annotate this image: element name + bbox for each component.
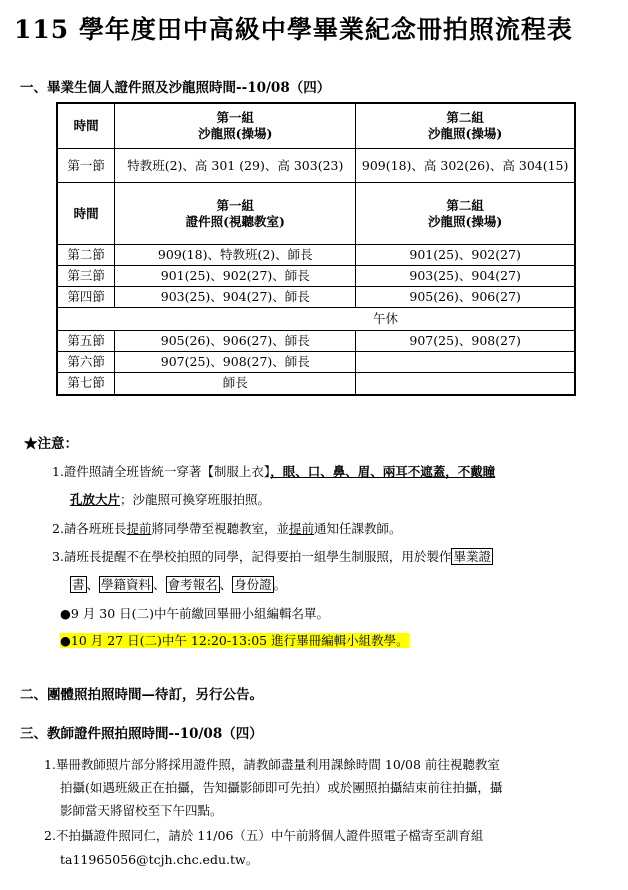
header-group2: 第二組 沙龍照(操場) xyxy=(356,103,575,149)
note-3-cont: 書 、 學籍資料 、 會考報名 、 身份證 。 xyxy=(72,577,287,592)
teacher-note-2-email: ta11965056@tcjh.chc.edu.tw。 xyxy=(60,852,259,867)
group1-cell: 特教班(2)、高 301 (29)、高 303(23) xyxy=(115,149,356,183)
table-header-row xyxy=(57,183,575,245)
group1-cell: 師長 xyxy=(115,373,356,395)
table-header-row xyxy=(57,103,575,149)
lunch-cell: 午休 xyxy=(57,308,575,331)
table-row xyxy=(57,287,575,308)
group2-cell: 907(25)、908(27) xyxy=(356,331,575,352)
note-2: 2.請各班班長提前將同學帶至視聽教室，並提前通知任課教師。 xyxy=(52,521,402,536)
lunch-row xyxy=(57,308,575,331)
group2-cell: 903(25)、904(27) xyxy=(356,266,575,287)
page-title: 115 學年度田中高級中學畢業紀念冊拍照流程表 xyxy=(14,15,573,44)
period-cell: 第五節 xyxy=(57,331,115,352)
note-3: 3.請班長提醒不在學校拍照的同學，記得要拍一組學生制服照，用於製作 畢業證 xyxy=(52,549,491,564)
section1-heading: 一、畢業生個人證件照及沙龍照時間--10/08（四） xyxy=(20,80,331,96)
period-cell: 第六節 xyxy=(57,352,115,373)
table-row xyxy=(57,245,575,266)
notes-heading: ★注意： xyxy=(24,436,78,452)
group1-cell: 907(25)、908(27)、師長 xyxy=(115,352,356,373)
period-cell: 第一節 xyxy=(57,149,115,183)
period-cell: 第二節 xyxy=(57,245,115,266)
table-row xyxy=(57,331,575,352)
group1-cell: 905(26)、906(27)、師長 xyxy=(115,331,356,352)
bullet-1: ●9 月 30 日(二)中午前繳回畢冊小組編輯名單。 xyxy=(60,606,329,621)
period-cell: 第四節 xyxy=(57,287,115,308)
table-row xyxy=(57,373,575,395)
header-group2: 第二組 沙龍照(操場) xyxy=(356,183,575,245)
group2-cell: 905(26)、906(27) xyxy=(356,287,575,308)
group1-cell: 903(25)、904(27)、師長 xyxy=(115,287,356,308)
table-row xyxy=(57,266,575,287)
group1-cell: 901(25)、902(27)、師長 xyxy=(115,266,356,287)
group1-cell: 909(18)、特教班(2)、師長 xyxy=(115,245,356,266)
header-group1: 第一組 證件照(視聽教室) xyxy=(115,183,356,245)
header-group1: 第一組 沙龍照(操場) xyxy=(115,103,356,149)
header-time: 時間 xyxy=(57,103,115,149)
note-1-cont: 孔放大片；沙龍照可換穿班服拍照。 xyxy=(70,492,271,507)
teacher-note-1: 1.畢冊教師照片部分將採用證件照，請教師盡量利用課餘時間 10/08 前往視聽教室 xyxy=(44,757,500,772)
period-cell: 第七節 xyxy=(57,373,115,395)
bullet-2: ●10 月 27 日(二)中午 12:20-13:05 進行畢冊編輯小組教學。 xyxy=(60,633,409,648)
teacher-note-1-cont: 影師當天將留校至下午四點。 xyxy=(60,803,223,818)
table-row xyxy=(57,352,575,373)
group2-cell: 909(18)、高 302(26)、高 304(15) xyxy=(356,149,575,183)
schedule-table xyxy=(56,102,576,396)
period-cell: 第三節 xyxy=(57,266,115,287)
group2-cell xyxy=(356,352,575,373)
group2-cell xyxy=(356,373,575,395)
section2-heading: 二、團體照拍照時間—待訂，另行公告。 xyxy=(20,687,263,703)
group2-cell: 901(25)、902(27) xyxy=(356,245,575,266)
section3-heading: 三、教師證件照拍照時間--10/08（四） xyxy=(20,726,263,742)
table-row xyxy=(57,149,575,183)
teacher-note-2: 2.不拍攝證件照同仁，請於 11/06（五）中午前將個人證件照電子檔寄至訓育組 xyxy=(44,828,484,843)
header-time: 時間 xyxy=(57,183,115,245)
note-1: 1.證件照請全班皆統一穿著【制服上衣】，眼、口、鼻、眉、兩耳不遮蓋，不戴瞳 xyxy=(52,464,496,479)
teacher-note-1-cont: 拍攝(如遇班級正在拍攝，告知攝影師即可先拍）或於團照拍攝結束前往拍攝，攝 xyxy=(60,780,503,795)
